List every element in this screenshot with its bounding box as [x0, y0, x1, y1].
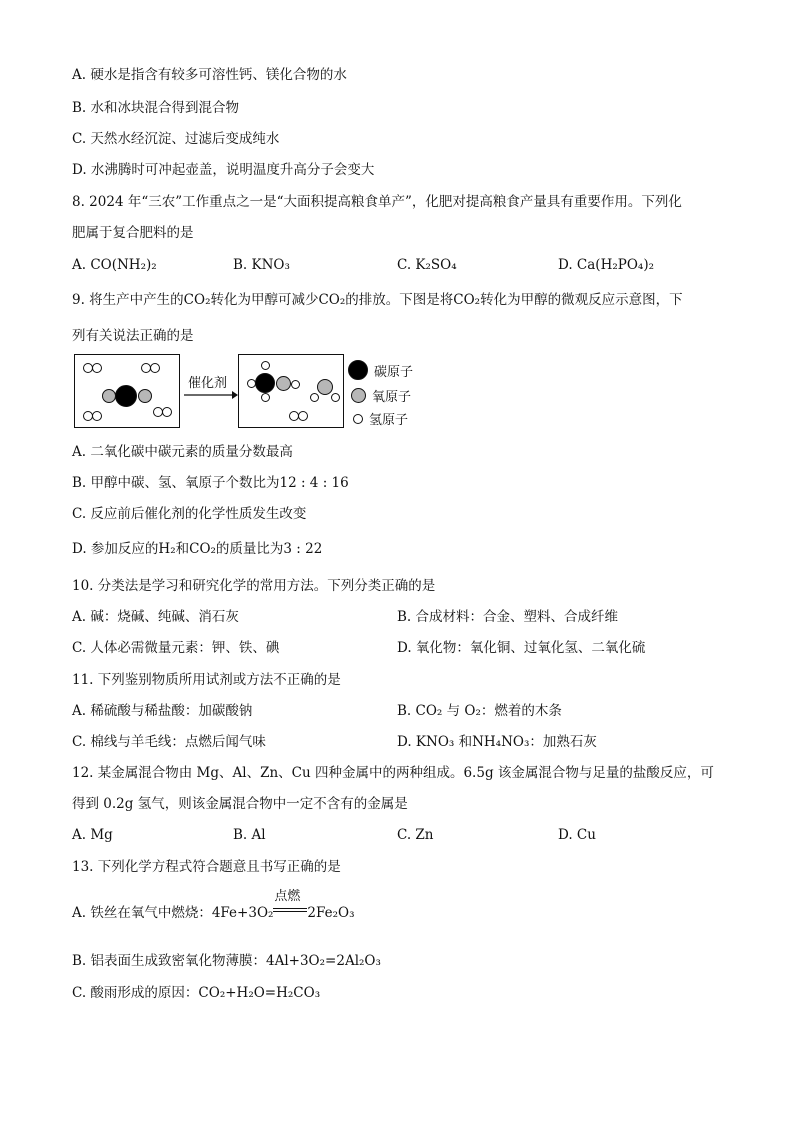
hydrogen-atom: [291, 380, 300, 389]
q11-option-b: B. CO₂ 与 O₂：燃着的木条: [397, 703, 562, 719]
oxygen-atom-icon: [351, 388, 366, 403]
q13-option-b: B. 铝表面生成致密氧化物薄膜：4Al+3O₂=2Al₂O₃: [72, 953, 381, 969]
condition-line: [273, 908, 307, 909]
q10-stem: 10. 分类法是学习和研究化学的常用方法。下列分类正确的是: [72, 578, 436, 594]
reaction-arrow-icon: [182, 390, 238, 400]
q10-option-c: C. 人体必需微量元素：钾、铁、碘: [72, 640, 280, 656]
catalyst-label: 催化剂: [188, 376, 228, 391]
hydrogen-atom-icon: [353, 414, 363, 424]
q8-option-b: B. KNO₃: [233, 257, 290, 273]
q12-option-a: A. Mg: [72, 827, 113, 843]
hydrogen-atom: [261, 361, 270, 370]
q8-stem-line1: 8. 2024 年“三农”工作重点之一是“大面积提高粮食单产”，化肥对提高粮食产量具有重要作用。下列化: [72, 194, 682, 210]
q12-stem-line1: 12. 某金属混合物由 Mg、Al、Zn、Cu 四种金属中的两种组成。6.5g 该金属混合物与足量的盐酸反应，可: [72, 765, 714, 781]
q8-stem-line2: 肥属于复合肥料的是: [72, 225, 194, 241]
legend-oxygen: [351, 386, 411, 405]
q7-option-a: A. 硬水是指含有较多可溶性钙、镁化合物的水: [72, 67, 347, 83]
q12-stem-line2: 得到 0.2g 氢气，则该金属混合物中一定不含有的金属是: [72, 796, 408, 812]
q8-option-a: A. CO(NH₂)₂: [72, 257, 157, 273]
condition-line: [273, 911, 307, 912]
q12-option-c: C. Zn: [397, 827, 434, 843]
q13-option-c: C. 酸雨形成的原因：CO₂+H₂O=H₂CO₃: [72, 985, 321, 1001]
carbon-atom-icon: [348, 360, 368, 380]
reaction-condition: [273, 889, 307, 922]
hydrogen-atom: [92, 411, 102, 421]
carbon-atom: [115, 385, 137, 407]
hydrogen-atom: [298, 411, 308, 421]
hydrogen-atom: [92, 363, 102, 373]
oxygen-atom: [102, 389, 116, 403]
reactants-box: [74, 354, 180, 428]
q13-option-a-suffix: 2Fe₂O₃: [307, 905, 355, 921]
q12-option-b: B. Al: [233, 827, 266, 843]
q9-option-d: D. 参加反应的H₂和CO₂的质量比为3 : 22: [72, 541, 323, 557]
q9-option-c: C. 反应前后催化剂的化学性质发生改变: [72, 506, 307, 522]
q13-option-a: [72, 889, 355, 922]
q10-option-a: A. 碱：烧碱、纯碱、消石灰: [72, 609, 239, 625]
q11-option-c: C. 棉线与羊毛线：点燃后闻气味: [72, 734, 266, 750]
hydrogen-atom: [150, 363, 160, 373]
q7-option-b: B. 水和冰块混合得到混合物: [72, 100, 240, 116]
q11-option-a: A. 稀硫酸与稀盐酸：加碳酸钠: [72, 703, 253, 719]
hydrogen-atom: [162, 407, 172, 417]
q10-option-d: D. 氧化物：氧化铜、过氧化氢、二氧化硫: [397, 640, 646, 656]
carbon-atom: [255, 373, 275, 393]
legend-hydrogen: [353, 409, 408, 428]
q7-option-d: D. 水沸腾时可冲起壶盖，说明温度升高分子会变大: [72, 162, 375, 178]
q11-stem: 11. 下列鉴别物质所用试剂或方法不正确的是: [72, 672, 341, 688]
oxygen-atom: [138, 389, 152, 403]
products-box: [238, 354, 344, 428]
q7-option-c: C. 天然水经沉淀、过滤后变成纯水: [72, 131, 280, 147]
q9-option-b: B. 甲醇中碳、氢、氧原子个数比为12 : 4 : 16: [72, 475, 349, 491]
q8-option-c: C. K₂SO₄: [397, 257, 457, 273]
condition-label: 点燃: [274, 889, 301, 904]
q9-stem-line2: 列有关说法正确的是: [72, 328, 194, 344]
hydrogen-atom: [261, 393, 270, 402]
q13-stem: 13. 下列化学方程式符合题意且书写正确的是: [72, 859, 341, 875]
q10-option-b: B. 合成材料：合金、塑料、合成纤维: [397, 609, 619, 625]
legend-hydrogen-label: 氢原子: [369, 413, 409, 428]
hydrogen-atom: [331, 393, 340, 402]
q13-option-a-prefix: A. 铁丝在氧气中燃烧：4Fe+3O₂: [72, 905, 274, 921]
legend-carbon: [348, 360, 413, 380]
q12-option-d: D. Cu: [558, 827, 596, 843]
oxygen-atom: [317, 379, 333, 395]
q9-option-a: A. 二氧化碳中碳元素的质量分数最高: [72, 444, 293, 460]
hydrogen-atom: [310, 393, 319, 402]
q11-option-d: D. KNO₃ 和NH₄NO₃：加熟石灰: [397, 734, 597, 750]
q8-option-d: D. Ca(H₂PO₄)₂: [558, 257, 654, 273]
q9-stem-line1: 9. 将生产中产生的CO₂转化为甲醇可减少CO₂的排放。下图是将CO₂转化为甲醇的微观反应示意图，下: [72, 292, 683, 308]
legend-oxygen-label: 氧原子: [372, 390, 412, 405]
legend-carbon-label: 碳原子: [374, 364, 414, 380]
oxygen-atom: [276, 376, 291, 391]
reaction-diagram: [72, 352, 432, 432]
